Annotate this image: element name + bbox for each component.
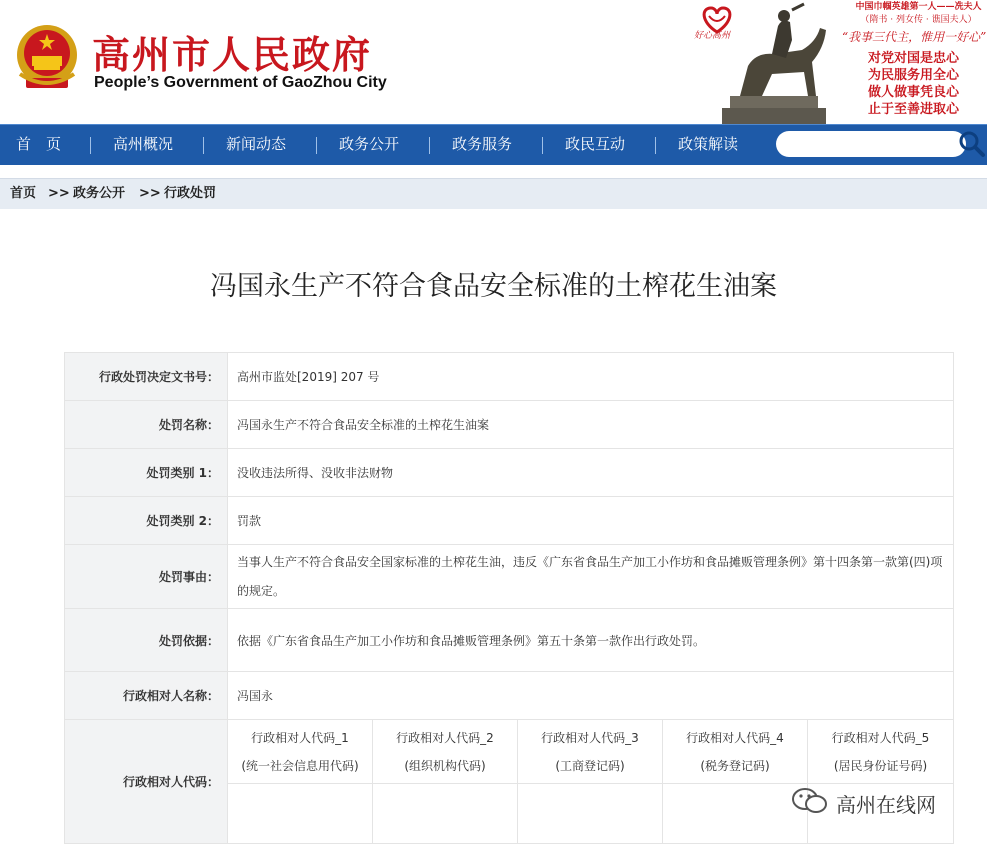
wechat-icon bbox=[790, 786, 830, 816]
row-value: 没收违法所得、没收非法财物 bbox=[228, 449, 954, 497]
table-row bbox=[65, 497, 954, 545]
nav-item-interaction[interactable]: 政民互动 bbox=[565, 135, 626, 153]
code-value-cell bbox=[663, 784, 808, 844]
nav-item-overview[interactable]: 高州概况 bbox=[113, 135, 174, 153]
table-row bbox=[65, 401, 954, 449]
site-header bbox=[0, 0, 987, 124]
watermark bbox=[790, 786, 936, 817]
search-icon[interactable] bbox=[957, 128, 985, 158]
nav-divider bbox=[90, 137, 91, 154]
row-label: 行政处罚决定文书号： bbox=[65, 353, 228, 401]
spacer bbox=[0, 165, 987, 178]
nav-item-gov-services[interactable]: 政务服务 bbox=[452, 135, 513, 153]
search-input[interactable] bbox=[776, 131, 966, 157]
row-label: 处罚依据： bbox=[65, 609, 228, 672]
penalty-table bbox=[64, 352, 954, 844]
nav-item-home[interactable]: 首 页 bbox=[16, 135, 62, 153]
nav-divider bbox=[203, 137, 204, 154]
code-column-header: 行政相对人代码_1 (统一社会信息用代码) bbox=[228, 720, 373, 784]
breadcrumb-separator: >> bbox=[139, 186, 161, 201]
site-title-en: People’s Government of GaoZhou City bbox=[94, 74, 387, 91]
breadcrumb bbox=[0, 178, 987, 209]
code-column-header: 行政相对人代码_2 (组织机构代码) bbox=[373, 720, 518, 784]
breadcrumb-separator: >> bbox=[48, 186, 70, 201]
row-label: 行政相对人名称： bbox=[65, 672, 228, 720]
nav-divider bbox=[542, 137, 543, 154]
breadcrumb-penalty[interactable]: 行政处罚 bbox=[164, 186, 217, 201]
row-label: 处罚类别 2： bbox=[65, 497, 228, 545]
code-column-header: 行政相对人代码_4 (税务登记码) bbox=[663, 720, 808, 784]
row-value: 冯国永生产不符合食品安全标准的土榨花生油案 bbox=[228, 401, 954, 449]
nav-divider bbox=[429, 137, 430, 154]
nav-divider bbox=[655, 137, 656, 154]
row-value: 依据《广东省食品生产加工小作坊和食品摊贩管理条例》第五十条第一款作出行政处罚。 bbox=[228, 609, 954, 672]
row-value: 罚款 bbox=[228, 497, 954, 545]
code-value-cell bbox=[228, 784, 373, 844]
slogan-top: 中国巾帼英雄第一人——冼夫人 （隋书 · 列女传 · 谯国夫人） bbox=[855, 2, 982, 25]
row-value: 高州市监处[2019] 207 号 bbox=[228, 353, 954, 401]
table-row bbox=[65, 609, 954, 672]
row-label: 行政相对人代码： bbox=[65, 720, 228, 844]
code-value-cell bbox=[373, 784, 518, 844]
table-row bbox=[65, 353, 954, 401]
code-column-header: 行政相对人代码_5 (居民身份证号码) bbox=[808, 720, 954, 784]
breadcrumb-gov-affairs[interactable]: 政务公开 bbox=[73, 186, 126, 201]
row-label: 处罚名称： bbox=[65, 401, 228, 449]
page-title: 冯国永生产不符合食品安全标准的土榨花生油案 bbox=[210, 271, 777, 302]
breadcrumb-home[interactable]: 首页 bbox=[10, 186, 37, 201]
row-label: 处罚事由： bbox=[65, 545, 228, 609]
slogan-quote: “我事三代主，惟用一好心” bbox=[842, 30, 987, 44]
site-title-cn: 高州市人民政府 bbox=[92, 32, 373, 77]
row-value: 冯国永 bbox=[228, 672, 954, 720]
nav-item-gov-affairs[interactable]: 政务公开 bbox=[339, 135, 400, 153]
row-label: 处罚类别 1： bbox=[65, 449, 228, 497]
code-header-row bbox=[65, 720, 954, 784]
statue-image bbox=[712, 0, 846, 124]
watermark-text: 高州在线网 bbox=[836, 793, 936, 817]
nav-item-policy[interactable]: 政策解读 bbox=[678, 135, 739, 153]
table-row bbox=[65, 449, 954, 497]
table-row bbox=[65, 672, 954, 720]
table-row bbox=[65, 545, 954, 609]
nav-divider bbox=[316, 137, 317, 154]
haoxin-logo-text: 好心高州 bbox=[694, 31, 731, 41]
national-emblem-icon bbox=[14, 22, 80, 92]
slogan-lines: 对党对国是忠心 为民服务用全心 做人做事凭良心 止于至善进取心 bbox=[868, 51, 960, 117]
nav-item-news[interactable]: 新闻动态 bbox=[226, 135, 287, 153]
code-column-header: 行政相对人代码_3 (工商登记码) bbox=[518, 720, 663, 784]
row-value: 当事人生产不符合食品安全国家标准的土榨花生油，违反《广东省食品生产加工小作坊和食品摊贩管理条例》第十四条第一款第(四)项的规定。 bbox=[228, 545, 954, 609]
code-value-cell bbox=[518, 784, 663, 844]
